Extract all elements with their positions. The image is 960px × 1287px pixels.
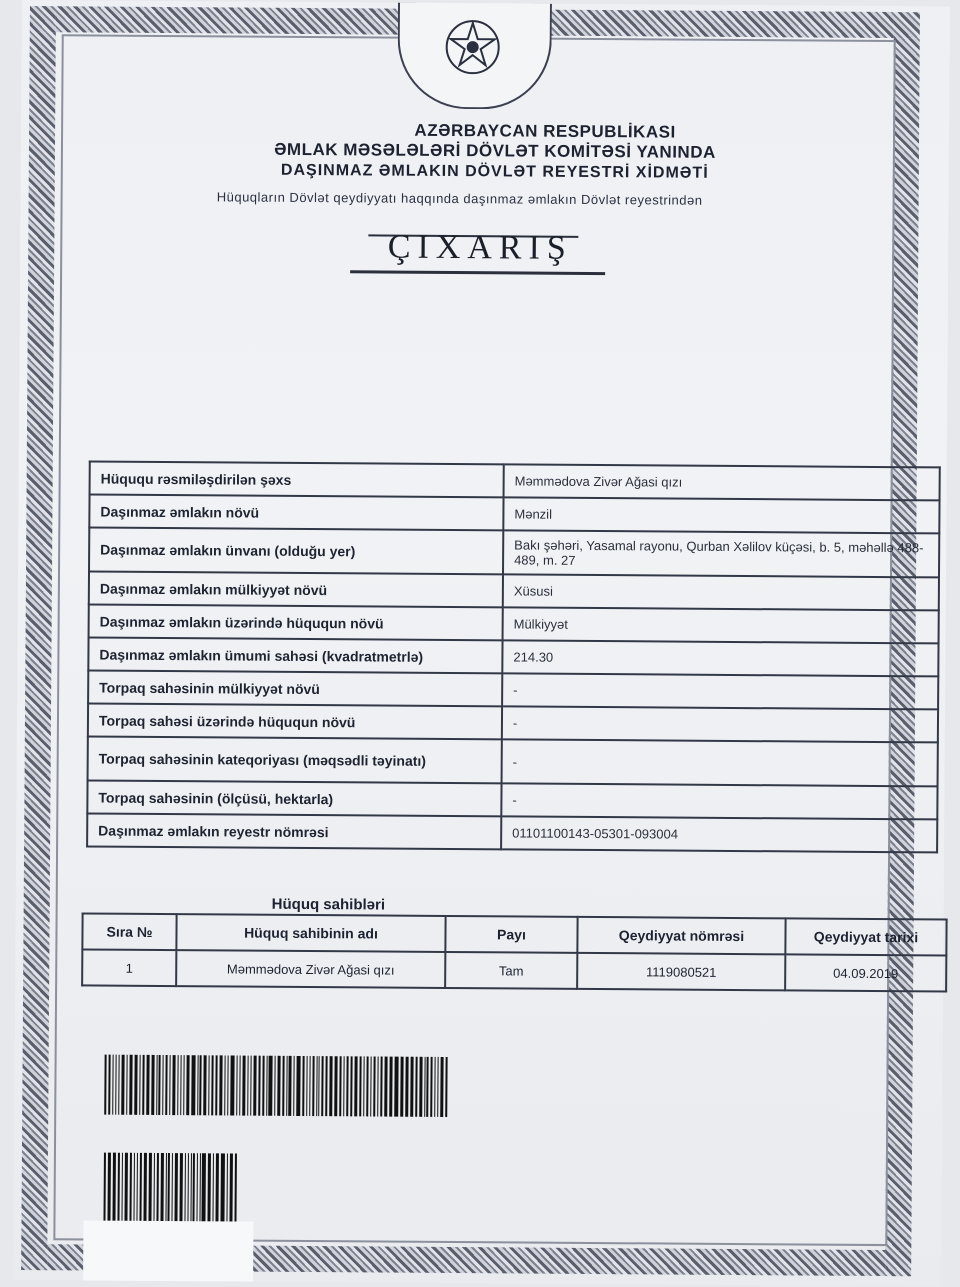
column-header: Hüquq sahibinin adı	[176, 914, 445, 952]
state-emblem-icon	[439, 7, 506, 87]
barcode-bar	[400, 1057, 404, 1117]
barcode-bar	[108, 1055, 111, 1115]
barcode-bar	[196, 1153, 197, 1225]
row-value: 01101100143-05301-093004	[501, 816, 937, 852]
barcode-bar	[212, 1153, 214, 1225]
row-label: Torpaq sahəsinin kateqoriyası (məqsədli təyinatı)	[88, 736, 502, 783]
barcode-bar	[228, 1055, 229, 1115]
barcode-bar	[325, 1056, 328, 1116]
column-header: Qeydiyyat nömrəsi	[577, 917, 785, 954]
row-value: -	[502, 706, 938, 742]
barcode-bar	[161, 1153, 164, 1225]
barcode-bar	[434, 1057, 435, 1117]
barcode-bar	[142, 1055, 144, 1115]
barcode-bar	[424, 1057, 425, 1117]
barcode-bar	[124, 1153, 128, 1225]
barcode-bar	[104, 1055, 106, 1115]
barcode-bar	[143, 1153, 147, 1225]
row-label: Daşınmaz əmlakın ünvanı (olduğu yer)	[89, 527, 503, 574]
barcode-bar	[289, 1056, 292, 1116]
row-label: Torpaq sahəsinin mülkiyyət növü	[88, 670, 502, 706]
barcode-bar	[437, 1057, 439, 1117]
barcode-bar	[190, 1153, 191, 1225]
barcode-bar	[250, 1056, 251, 1116]
barcode-bar	[274, 1056, 275, 1116]
row-label: Torpaq sahəsinin (ölçüsü, hektarla)	[87, 780, 501, 816]
barcode-bar	[171, 1153, 173, 1225]
row-label: Daşınmaz əmlakın ümumi sahəsi (kvadratmetrlə)	[88, 637, 502, 673]
owner-share: Tam	[445, 952, 577, 989]
row-value: -	[502, 739, 938, 786]
row-value: Bakı şəhəri, Yasamal rayonu, Qurban Xəlilov küçəsi, b. 5, məhəllə 488-489, m. 27	[503, 530, 939, 577]
row-value: -	[501, 783, 937, 819]
owners-table	[81, 912, 947, 992]
column-header: Sıra №	[82, 913, 176, 950]
row-value: -	[502, 673, 938, 709]
barcode-bar	[445, 1057, 448, 1117]
barcode-bar	[203, 1055, 207, 1115]
barcode-bar	[269, 1056, 273, 1116]
barcode-bar	[200, 1055, 202, 1115]
barcode-bar	[367, 1056, 369, 1116]
barcode-bar	[389, 1057, 393, 1117]
row-label: Daşınmaz əmlakın reyestr nömrəsi	[87, 813, 501, 849]
barcode-bar	[177, 1055, 179, 1115]
barcode-bar	[129, 1055, 133, 1115]
table-row	[88, 736, 938, 786]
barcode-bar	[130, 1153, 132, 1225]
owner-name: Məmmədova Zivər Ağasi qızı	[176, 950, 445, 988]
table-header-row	[82, 913, 946, 955]
row-label: Daşınmaz əmlakın mülkiyyət növü	[89, 571, 503, 607]
barcode-bar	[234, 1154, 237, 1226]
header-subtitle: Hüquqların Dövlət qeydiyyatı haqqında daşınmaz əmlakın Dövlət reyestrindən	[216, 189, 703, 208]
row-value: Xüsusi	[503, 574, 939, 610]
row-label: Torpaq sahəsi üzərində hüququn növü	[88, 703, 502, 739]
barcode-bar	[334, 1056, 338, 1116]
barcode-bar	[126, 1055, 127, 1115]
barcode-bar	[286, 1056, 287, 1116]
registration-date: 04.09.2019	[785, 954, 946, 991]
row-value: Mənzil	[503, 497, 939, 533]
barcode-bar	[419, 1057, 422, 1117]
barcode-bar	[373, 1056, 376, 1116]
barcode-bar	[253, 1056, 257, 1116]
barcode-bar	[151, 1055, 154, 1115]
document-title: ÇIXARIŞ	[387, 228, 573, 267]
barcode-bar	[380, 1057, 382, 1117]
barcode-bar	[247, 1056, 249, 1116]
barcode-bar	[220, 1055, 223, 1115]
barcode-bar	[168, 1153, 170, 1225]
barcode-bar	[297, 1056, 301, 1116]
barcode-bar	[139, 1055, 141, 1115]
barcode-bar	[347, 1056, 349, 1116]
barcode-bar	[118, 1055, 120, 1115]
owner-row-number: 1	[82, 949, 176, 986]
barcode-bar	[112, 1055, 113, 1115]
barcode-bar	[202, 1153, 206, 1225]
barcode-bar	[216, 1153, 220, 1225]
barcode-bar	[136, 1153, 138, 1225]
barcode-bar	[226, 1153, 228, 1225]
barcode-bar	[236, 1056, 238, 1116]
blank-label-area	[83, 1220, 253, 1281]
barcode-bar	[221, 1153, 225, 1225]
owners-section-title: Hüquq sahibləri	[271, 895, 386, 914]
property-info-table	[86, 460, 941, 853]
barcode-bar	[122, 1153, 123, 1225]
barcode-bar	[359, 1056, 361, 1116]
barcode-secondary	[103, 1153, 238, 1226]
barcode-bar	[415, 1057, 418, 1117]
barcode-main	[104, 1055, 449, 1117]
barcode-bar	[112, 1153, 116, 1225]
barcode-bar	[159, 1055, 161, 1115]
barcode-bar	[146, 1055, 150, 1115]
row-value: 214.30	[502, 640, 938, 676]
barcode-bar	[134, 1055, 137, 1115]
row-label: Hüququ rəsmiləşdirilən şəxs	[90, 461, 504, 497]
barcode-bar	[140, 1153, 142, 1225]
barcode-bar	[384, 1057, 388, 1117]
barcode-bar	[211, 1055, 213, 1115]
barcode-bar	[184, 1153, 185, 1225]
barcode-bar	[302, 1056, 305, 1116]
barcode-bar	[215, 1055, 218, 1115]
barcode-bar	[172, 1055, 175, 1115]
barcode-bar	[321, 1056, 323, 1116]
barcode-bar	[239, 1056, 240, 1116]
row-value: Mülkiyyət	[503, 607, 939, 643]
row-label: Daşınmaz əmlakın üzərində hüququn növü	[89, 604, 503, 640]
barcode-bar	[306, 1056, 307, 1116]
barcode-bar	[430, 1057, 432, 1117]
barcode-bar	[354, 1056, 358, 1116]
table-row	[89, 527, 939, 577]
barcode-bar	[405, 1057, 409, 1117]
column-header: Payı	[445, 916, 577, 953]
barcode-bar	[170, 1055, 171, 1115]
barcode-bar	[122, 1055, 125, 1115]
barcode-bar	[312, 1056, 314, 1116]
barcode-bar	[179, 1153, 183, 1225]
barcode-bar	[377, 1057, 378, 1117]
barcode-bar	[197, 1055, 198, 1115]
barcode-bar	[343, 1056, 345, 1116]
barcode-bar	[108, 1153, 111, 1225]
barcode-bar	[230, 1153, 233, 1225]
barcode-bar	[156, 1055, 157, 1115]
barcode-bar	[199, 1153, 200, 1225]
barcode-bar	[103, 1153, 106, 1225]
barcode-bar	[156, 1153, 159, 1225]
barcode-bar	[165, 1055, 168, 1115]
barcode-bar	[339, 1056, 341, 1116]
barcode-bar	[370, 1056, 371, 1116]
barcode-bar	[117, 1153, 120, 1225]
barcode-bar	[191, 1055, 195, 1115]
barcode-bar	[309, 1056, 310, 1116]
barcode-bar	[133, 1153, 134, 1225]
barcode-bar	[410, 1057, 413, 1117]
barcode-bar	[148, 1153, 152, 1225]
barcode-bar	[162, 1055, 163, 1115]
barcode-bar	[427, 1057, 429, 1117]
table-row	[87, 813, 937, 852]
barcode-bar	[293, 1056, 295, 1116]
barcode-bar	[207, 1153, 211, 1225]
header-service: DAŞINMAZ ƏMLAKIN DÖVLƏT REYESTRİ XİDMƏTİ	[280, 161, 709, 182]
barcode-bar	[242, 1056, 245, 1116]
header-republic: AZƏRBAYCAN RESPUBLİKASI	[414, 120, 676, 142]
barcode-bar	[316, 1056, 317, 1116]
barcode-bar	[165, 1153, 166, 1225]
table-row	[82, 949, 946, 991]
barcode-bar	[258, 1056, 260, 1116]
column-header: Qeydiyyat tarixi	[785, 918, 946, 955]
barcode-bar	[277, 1056, 281, 1116]
registration-number: 1119080521	[577, 953, 785, 990]
barcode-bar	[363, 1056, 365, 1116]
barcode-bar	[395, 1057, 399, 1117]
barcode-bar	[224, 1055, 226, 1115]
row-label: Daşınmaz əmlakın növü	[89, 494, 503, 530]
barcode-bar	[186, 1055, 190, 1115]
barcode-bar	[209, 1055, 210, 1115]
document-page	[13, 0, 950, 1286]
barcode-bar	[319, 1056, 320, 1116]
barcode-bar	[440, 1057, 443, 1117]
row-value: Məmmədova Zivər Ağasi qızı	[504, 464, 940, 500]
barcode-bar	[193, 1153, 195, 1225]
barcode-bar	[262, 1056, 264, 1116]
barcode-bar	[175, 1153, 178, 1225]
barcode-bar	[350, 1056, 352, 1116]
barcode-bar	[282, 1056, 284, 1116]
barcode-bar	[266, 1056, 267, 1116]
barcode-bar	[330, 1056, 333, 1116]
barcode-bar	[187, 1153, 188, 1225]
barcode-bar	[153, 1153, 154, 1225]
barcode-bar	[183, 1055, 184, 1115]
barcode-bar	[230, 1055, 234, 1115]
barcode-bar	[181, 1055, 182, 1115]
header-committee: ƏMLAK MƏSƏLƏLƏRİ DÖVLƏT KOMİTƏSİ YANINDA	[274, 139, 716, 162]
barcode-bar	[115, 1055, 116, 1115]
